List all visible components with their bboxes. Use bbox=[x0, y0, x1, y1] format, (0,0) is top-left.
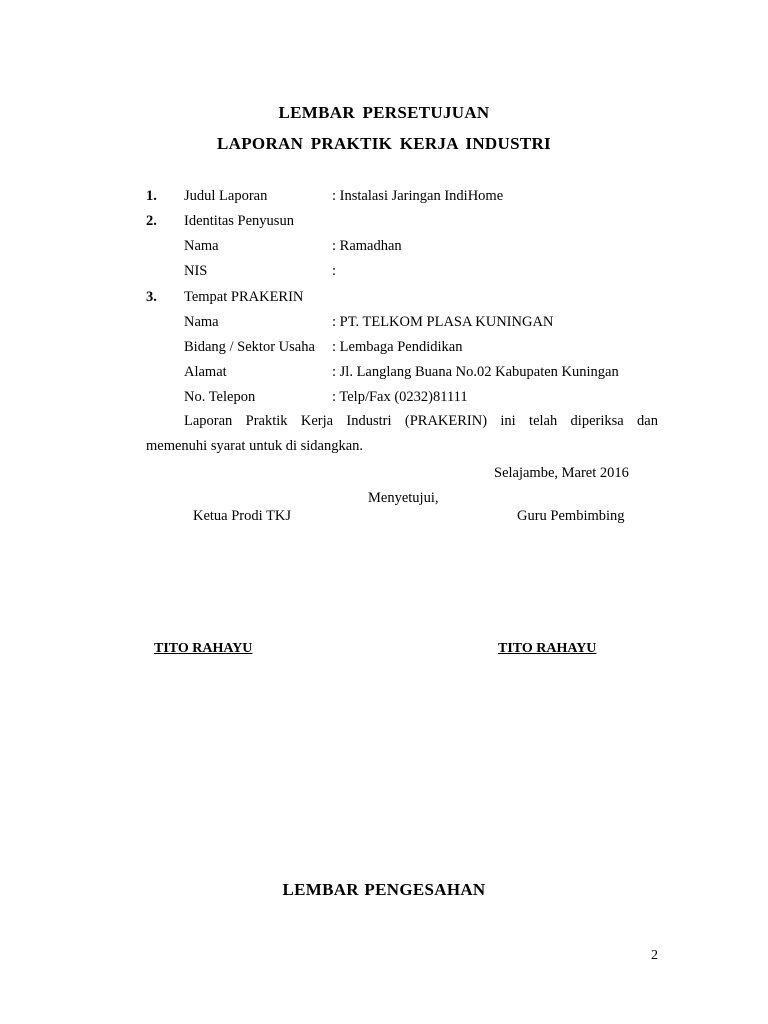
left-signer-title: Ketua Prodi TKJ bbox=[193, 508, 292, 524]
right-signer-title: Guru Pembimbing bbox=[517, 508, 625, 524]
item-value: : Lembaga Pendidikan bbox=[332, 339, 463, 355]
approval-sheet-title: LEMBAR PENGESAHAN bbox=[282, 880, 486, 899]
item-label: Bidang / Sektor Usaha bbox=[184, 339, 315, 355]
statement-line: memenuhi syarat untuk di sidangkan. bbox=[146, 438, 364, 454]
item-label: NIS bbox=[184, 263, 208, 279]
page-number: 2 bbox=[651, 948, 658, 963]
item-label: Alamat bbox=[184, 364, 227, 380]
document-title: LEMBAR PERSETUJUAN bbox=[278, 103, 490, 122]
item-value: : bbox=[332, 263, 337, 279]
item-value: : Ramadhan bbox=[332, 238, 402, 254]
item-value: : Telp/Fax (0232)81111 bbox=[332, 389, 468, 405]
item-number: 1. bbox=[146, 188, 157, 204]
item-number: 2. bbox=[146, 213, 157, 229]
item-value: : PT. TELKOM PLASA KUNINGAN bbox=[332, 314, 554, 330]
statement-line: Laporan Praktik Kerja Industri (PRAKERIN) ini telah diperiksa dan bbox=[184, 413, 658, 429]
left-signer-name: TITO RAHAYU bbox=[154, 641, 253, 656]
item-value: : Instalasi Jaringan IndiHome bbox=[332, 188, 504, 204]
item-label: No. Telepon bbox=[184, 389, 256, 405]
item-label: Nama bbox=[184, 314, 219, 330]
item-value: : Jl. Langlang Buana No.02 Kabupaten Kuningan bbox=[332, 364, 619, 380]
item-label: Nama bbox=[184, 238, 219, 254]
item-number: 3. bbox=[146, 289, 157, 305]
item-label: Identitas Penyusun bbox=[184, 213, 294, 229]
item-label: Tempat PRAKERIN bbox=[184, 289, 304, 305]
place-date: Selajambe, Maret 2016 bbox=[494, 465, 629, 481]
statement-paragraph bbox=[146, 409, 658, 459]
approval-label: Menyetujui, bbox=[368, 490, 439, 506]
document-subtitle: LAPORAN PRAKTIK KERJA INDUSTRI bbox=[217, 134, 551, 153]
item-label: Judul Laporan bbox=[184, 188, 268, 204]
right-signer-name: TITO RAHAYU bbox=[498, 641, 597, 656]
